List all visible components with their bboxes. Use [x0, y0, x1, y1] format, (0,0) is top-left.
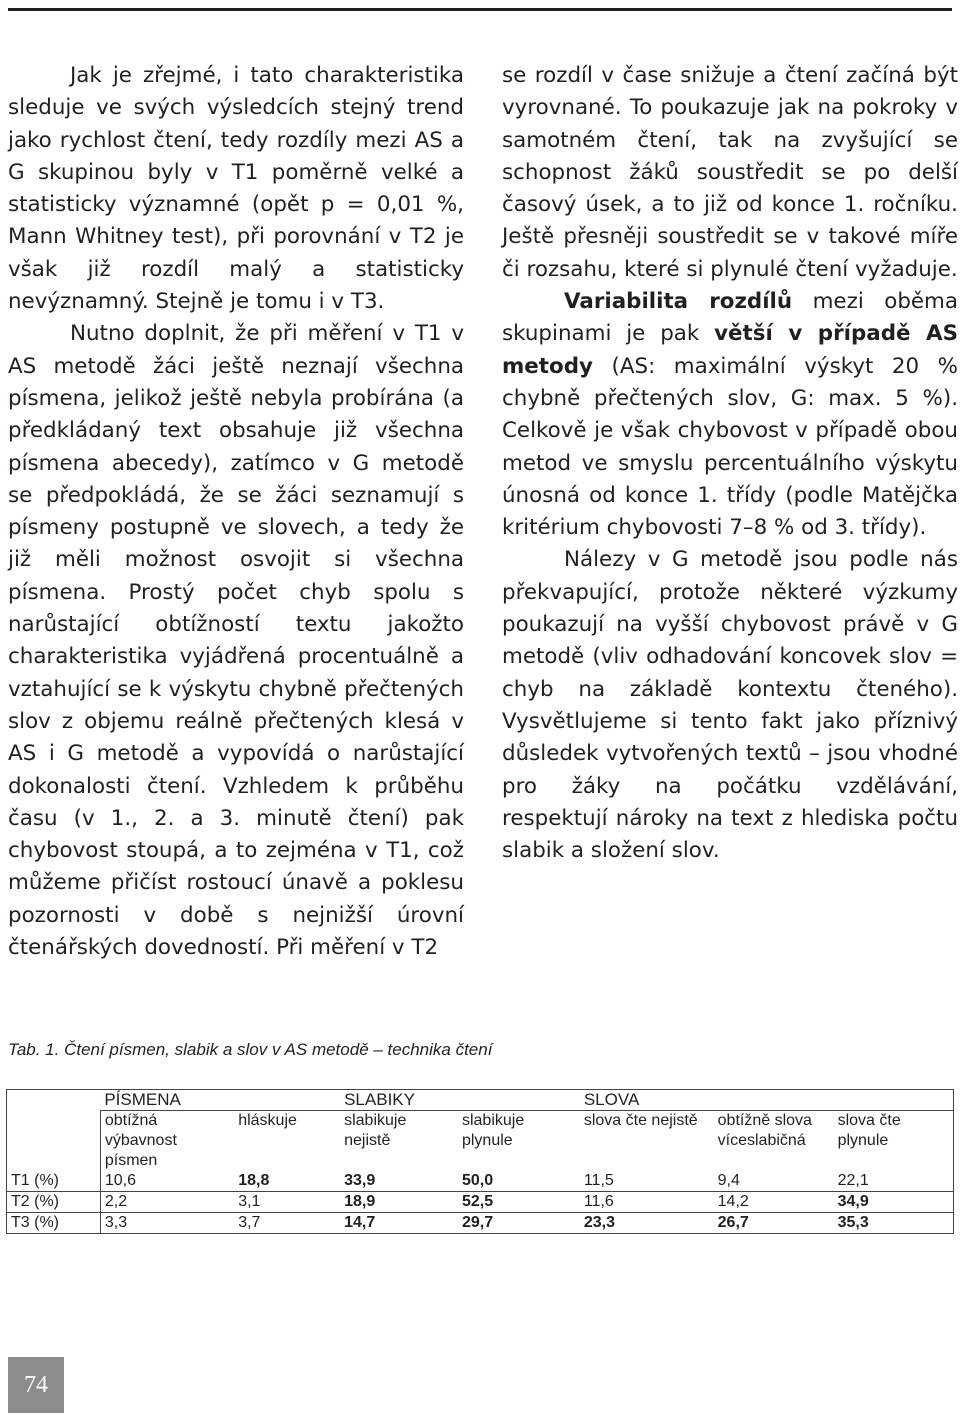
table-cell: 26,7: [714, 1213, 834, 1234]
table-cell: 2,2: [100, 1192, 234, 1213]
group-slova: SLOVA: [580, 1090, 954, 1111]
table-cell: 3,1: [234, 1192, 340, 1213]
table-cell: 10,6: [100, 1171, 234, 1192]
table-cell: 18,9: [340, 1192, 458, 1213]
table-group-header: [7, 1090, 954, 1111]
table-cell: 50,0: [458, 1171, 580, 1192]
subheader-cell: slova čte plynule: [837, 1112, 901, 1149]
table-cell: 34,9: [834, 1192, 954, 1213]
paragraph-variabilita: [502, 286, 958, 544]
subheader-cell: slova čte nejistě: [583, 1112, 698, 1129]
table-cell: 29,7: [458, 1213, 580, 1234]
table-cell: 18,8: [234, 1171, 340, 1192]
left-column: [8, 60, 464, 964]
table-cell: 14,2: [714, 1192, 834, 1213]
row-label: T1 (%): [7, 1171, 101, 1192]
table-caption: Tab. 1. Čtení písmen, slabik a slov v AS metodě – technika čtení: [8, 1040, 493, 1059]
row-label: T2 (%): [7, 1192, 101, 1213]
table-cell: 3,7: [234, 1213, 340, 1234]
table-cell: 33,9: [340, 1171, 458, 1192]
table-cell: 35,3: [834, 1213, 954, 1234]
table-corner: [7, 1111, 101, 1172]
subheader-cell: obtížná výbavnost písmen: [100, 1111, 234, 1172]
data-table: [6, 1089, 954, 1234]
paragraph: Nutno doplnit, že při měření v T1 v AS metodě žáci ještě neznají všechna písmena, jelikož ještě nebyla probírána (a předkládaný text obsahuje již všechna písmena abecedy), zatímco v G metodě se předpokládá, že se žáci seznamují s písmeny postupně ve slovech, a tedy že již měli možnost osvojit si všechna písmena. Prostý počet chyb spolu s narůstající obtížností textu jakožto charakteristika vyjádřená procentuálně a vztahující se k výskytu chybně přečtených slov z objemu reálně přečtených klesá v AS i G metodě a vypovídá o narůstající dokonalosti čtení. Vzhledem k průběhu času (v 1., 2. a 3. minutě čtení) pak chybovost stoupá, a to zejména v T1, což můžeme přičíst rostoucí únavě a poklesu pozornosti v době s nejnižší úrovní čtenářských dovedností. Při měření v T2: [8, 321, 464, 961]
paragraph: Jak je zřejmé, i tato charakteristika sleduje ve svých výsledcích stejný trend jako rychlost čtení, tedy rozdíly mezi AS a G skupinou byly v T1 poměrně velké a statisticky významné (opět p = 0,01 %, Mann Whitney test), při porovnání v T2 je však již rozdíl malý a statisticky nevýznamný. Stejně je tomu i v T3.: [8, 63, 464, 315]
table-corner: [7, 1090, 101, 1111]
table-cell: 9,4: [714, 1171, 834, 1192]
row-label: T3 (%): [7, 1213, 101, 1234]
table-cell: 23,3: [580, 1213, 714, 1234]
group-pismena: PÍSMENA: [100, 1090, 340, 1111]
paragraph: se rozdíl v čase snižuje a čtení začíná být vyrovnané. To poukazuje jak na pokroky v samotném čtení, tak na zvyšující se schopnost žáků soustředit se po delší časový úsek, a to již od konce 1. ročníku. Ještě přesněji soustředit se v takové míře či rozsahu, které si plynulé čtení vyžaduje.: [502, 63, 958, 282]
table-row: [7, 1213, 954, 1234]
group-slabiky: SLABIKY: [340, 1090, 580, 1111]
table-cell: 52,5: [458, 1192, 580, 1213]
table-cell: 11,6: [580, 1192, 714, 1213]
paragraph: Nálezy v G metodě jsou podle nás překvapující, protože některé výzkumy poukazují na vyšší chybovost právě v G metodě (vliv odhadování koncovek slov = chyb na základě kontextu čteného). Vysvětlujeme si tento fakt jako příznivý důsledek vytvořených textů – jsou vhodné pro žáky na počátku vzdělávání, respektují nároky na text z hlediska počtu slabik a složení slov.: [502, 547, 958, 864]
page-number: 74: [8, 1357, 64, 1413]
right-column: [502, 60, 958, 867]
subheader-cell: hláskuje: [238, 1112, 297, 1129]
subheader-cell: obtížně slova víceslabičná: [717, 1112, 812, 1149]
bold-phrase: větší v případě AS metody: [502, 321, 958, 379]
text-span: mezi oběma skupinami je pak: [502, 289, 958, 347]
table-cell: 3,3: [100, 1213, 234, 1234]
bold-phrase: Variabilita rozdílů: [564, 289, 793, 315]
table-cell: 11,5: [580, 1171, 714, 1192]
table-cell: 22,1: [834, 1171, 954, 1192]
table-row: [7, 1171, 954, 1192]
subheader-cell: slabikuje nejistě: [344, 1112, 407, 1149]
subheader-cell: slabikuje plynule: [461, 1112, 525, 1149]
table-subheader: [7, 1111, 954, 1172]
table-cell: 14,7: [340, 1213, 458, 1234]
top-rule: [8, 8, 952, 11]
table-body: [7, 1171, 954, 1234]
table-row: [7, 1192, 954, 1213]
text-span: (AS: maximální výskyt 20 % chybně přečtených slov, G: max. 5 %). Celkově je však chybovost v případě obou metod ve smyslu percentuálního výskytu únosná od konce 1. třídy (podle Matějčka kritérium chybovosti 7–8 % od 3. třídy).: [502, 353, 958, 541]
